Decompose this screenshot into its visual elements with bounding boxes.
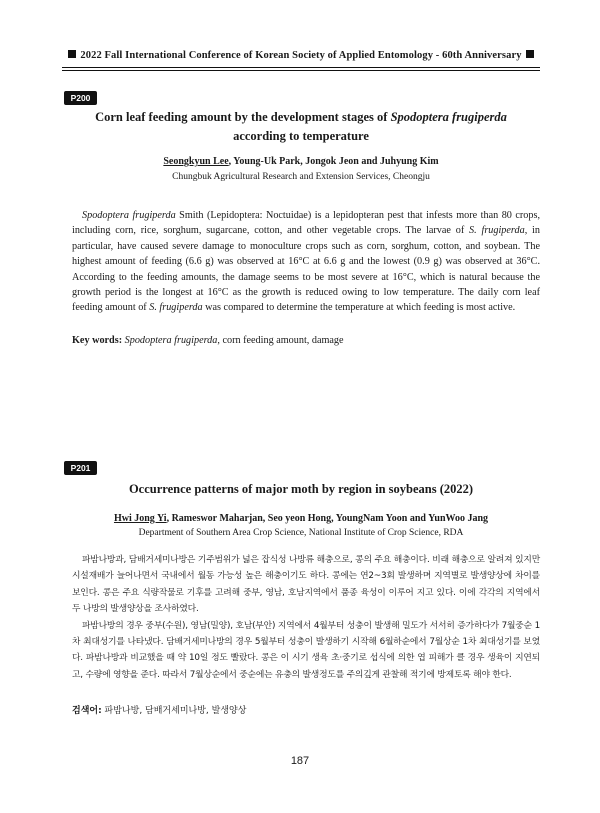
p200-affiliation: Chungbuk Agricultural Research and Extension Services, Cheongju bbox=[172, 172, 430, 182]
conference-header bbox=[62, 50, 540, 61]
p200-authors bbox=[62, 156, 540, 167]
poster-badge-p200: P200 bbox=[64, 91, 97, 105]
page-number: 187 bbox=[290, 755, 310, 767]
p201-paragraph-2: 파밤나방의 경우 중부(수원), 영남(밀양), 호남(부안) 지역에서 4월부터 성충이 발생해 밀도가 서서히 증가하다가 7월중순 1차 최대성기를 나타냈다. 담배거세미나방의 경우 5월부터 성충이 발생하기 시작해 6월하순에서 7월상순 1차 최대성기를 보였다. 파밤나방과 비교했을 때 약 10일 정도 빨랐다. 콩은 이 시기 생육 초·중기로 섭식에 의한 엽 피해가 클 경우 생육이 지연되고, 수량에 영향을 준다. 따라서 7월상순에서 중순에는 유충의 발생정도를 주의깊게 관찰해 적기에 방제토록 해야 한다. bbox=[72, 620, 540, 680]
p201-coauthors: , Rameswor Maharjan, Seo yeon Hong, YoungNam Yoon and YunWoo Jang bbox=[166, 513, 489, 524]
p200-coauthors: , Young-Uk Park, Jongok Jeon and Juhyung Kim bbox=[228, 156, 439, 167]
header-rule-bottom bbox=[62, 70, 540, 71]
p200-keywords-label: Key words: bbox=[72, 335, 123, 346]
square-bullet-icon bbox=[526, 50, 534, 58]
p200-abstract: Spodoptera frugiperda Smith (Lepidoptera: Noctuidae) is a lepidopteran pest that infests more than 80 crops, including corn, rice, sorghum, sugarcane, cotton, and other vegetable crops. The larvae of S. frugiperda, in particular, have caused severe damage to monoculture crops such as corn, sorghum, cotton, and soybean. The highest amount of feeding (6.6 g) was observed at 16°C at 6.6 g and the lowest (0.9 g) was observed at 36°C. According to the feeding amounts, the damage seems to be most severe at 16°C, which is natural because the growth period is the longest at 16°C as the growth is reduced owing to low temperature. The daily corn leaf feeding amount of S. frugiperda was compared to determine the temperature at which feeding is most active. bbox=[72, 210, 540, 314]
p200-title: Corn leaf feeding amount by the development stages of Spodoptera frugiperda according to temperature bbox=[95, 110, 507, 143]
conference-header-text: 2022 Fall International Conference of Korean Society of Applied Entomology - 60th Anniversary bbox=[80, 50, 522, 61]
p201-affiliation: Department of Southern Area Crop Science, National Institute of Crop Science, RDA bbox=[138, 528, 464, 538]
p201-authors bbox=[62, 513, 540, 524]
p200-title-species: Spodoptera frugiperda bbox=[390, 110, 507, 124]
poster-badge-p201: P201 bbox=[64, 461, 97, 475]
p201-keywords-label: 검색어: bbox=[72, 706, 102, 716]
p201-title: Occurrence patterns of major moth by region in soybeans (2022) bbox=[128, 482, 474, 496]
p200-presenter: Seongkyun Lee bbox=[163, 156, 229, 167]
p200-keywords: Key words: Spodoptera frugiperda, corn feeding amount, damage bbox=[72, 335, 344, 346]
p201-paragraph-1: 파밤나방과, 담배거세미나방은 기주범위가 넓은 잡식성 나방류 해충으로, 콩의 주요 해충이다. 비래 해충으로 알려져 있지만 시설재배가 늘어나면서 국내에서 월동 가능성 높은 해충이기도 하다. 콩에는 연2~3회 발생하며 지역별로 발생양상에 차이를 보인다. 콩은 주요 식량작물로 기후를 고려해 중부, 영남, 호남지역에서 품종 육성이 이루어 지고 있다. 이에 각각의 지역에서 두 나방의 발생양상을 조사하였다. bbox=[72, 555, 540, 615]
p201-keywords: 검색어: 파밤나방, 담배거세미나방, 발생양상 bbox=[72, 706, 247, 716]
header-rule-top bbox=[62, 67, 540, 68]
square-bullet-icon bbox=[68, 50, 76, 58]
p201-abstract bbox=[72, 552, 540, 683]
p201-presenter: Hwi Jong Yi bbox=[113, 513, 167, 524]
